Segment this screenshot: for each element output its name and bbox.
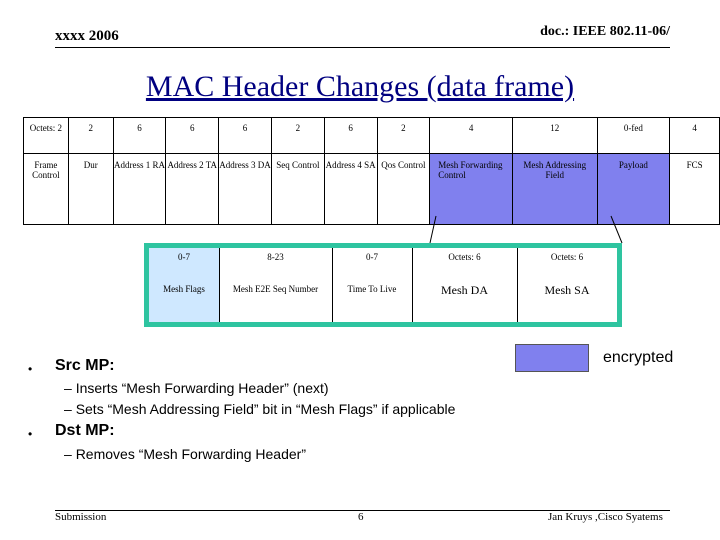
octets-cell: 6 bbox=[166, 118, 219, 154]
dst-mp-item-1: – Removes “Mesh Forwarding Header” bbox=[64, 446, 306, 462]
header-doc-id: doc.: IEEE 802.11-06/ bbox=[540, 24, 670, 39]
octets-cell: 2 bbox=[271, 118, 324, 154]
src-mp-item-1: – Inserts “Mesh Forwarding Header” (next) bbox=[64, 380, 329, 396]
field-address-2: Address 2 TA bbox=[166, 154, 219, 225]
octets-cell: 0-fed bbox=[597, 118, 670, 154]
mesh-flags-label: Mesh Flags bbox=[163, 284, 205, 294]
src-mp-item-2: – Sets “Mesh Addressing Field” bit in “Mesh Flags” if applicable bbox=[64, 401, 456, 417]
mesh-bits-ttl: 0-7 bbox=[366, 252, 378, 262]
field-seq-control: Seq Control bbox=[271, 154, 324, 225]
field-payload: Payload bbox=[597, 154, 670, 225]
field-duration: Dur bbox=[68, 154, 113, 225]
mesh-sa-label: Mesh SA bbox=[544, 283, 590, 297]
field-qos-control: Qos Control bbox=[377, 154, 430, 225]
field-mesh-forwarding-control: Mesh Forwarding Control bbox=[430, 154, 513, 225]
field-mesh-addressing: Mesh Addressing Field bbox=[512, 154, 597, 225]
footer-author: Jan Kruys ,Cisco Syatems bbox=[548, 511, 663, 523]
src-mp-heading: Src MP: bbox=[55, 357, 115, 374]
bullet-dot: • bbox=[28, 362, 33, 376]
octets-cell: 6 bbox=[324, 118, 377, 154]
mesh-octets-sa: Octets: 6 bbox=[550, 252, 584, 262]
octets-cell: 4 bbox=[670, 118, 720, 154]
dst-mp-item-1-text: Removes “Mesh Forwarding Header” bbox=[75, 446, 306, 462]
mesh-da-label: Mesh DA bbox=[441, 283, 488, 297]
mesh-bits-flags: 0-7 bbox=[178, 252, 190, 262]
field-frame-control: Frame Control bbox=[24, 154, 69, 225]
dst-mp-heading: Dst MP: bbox=[55, 422, 115, 439]
octets-cell: 12 bbox=[512, 118, 597, 154]
src-mp-item-1-text: Inserts “Mesh Forwarding Header” (next) bbox=[75, 380, 329, 396]
page-number: 6 bbox=[358, 511, 364, 523]
field-address-1: Address 1 RA bbox=[113, 154, 166, 225]
mesh-e2e-seq-label: Mesh E2E Seq Number bbox=[232, 284, 319, 294]
slide-title: MAC Header Changes (data frame) bbox=[145, 70, 575, 103]
octets-cell: 6 bbox=[113, 118, 166, 154]
octets-cell: 6 bbox=[219, 118, 272, 154]
octets-cell: 4 bbox=[430, 118, 513, 154]
field-address-3: Address 3 DA bbox=[219, 154, 272, 225]
footer-submission: Submission bbox=[55, 511, 107, 523]
octets-cell: 2 bbox=[68, 118, 113, 154]
mesh-bits-seq: 8-23 bbox=[267, 252, 284, 262]
mesh-octets-da: Octets: 6 bbox=[448, 252, 481, 262]
octets-cell: 2 bbox=[377, 118, 430, 154]
time-to-live-label: Time To Live bbox=[347, 284, 397, 294]
encrypted-legend-label: encrypted bbox=[603, 349, 674, 366]
header-date: xxxx 2006 bbox=[55, 28, 119, 44]
octets-cell: Octets: 2 bbox=[24, 118, 69, 154]
field-fcs: FCS bbox=[670, 154, 720, 225]
encrypted-legend-swatch bbox=[515, 344, 589, 372]
bullet-dot: • bbox=[28, 427, 33, 441]
src-mp-item-2-text: Sets “Mesh Addressing Field” bit in “Mesh Flags” if applicable bbox=[75, 401, 456, 417]
field-address-4: Address 4 SA bbox=[324, 154, 377, 225]
